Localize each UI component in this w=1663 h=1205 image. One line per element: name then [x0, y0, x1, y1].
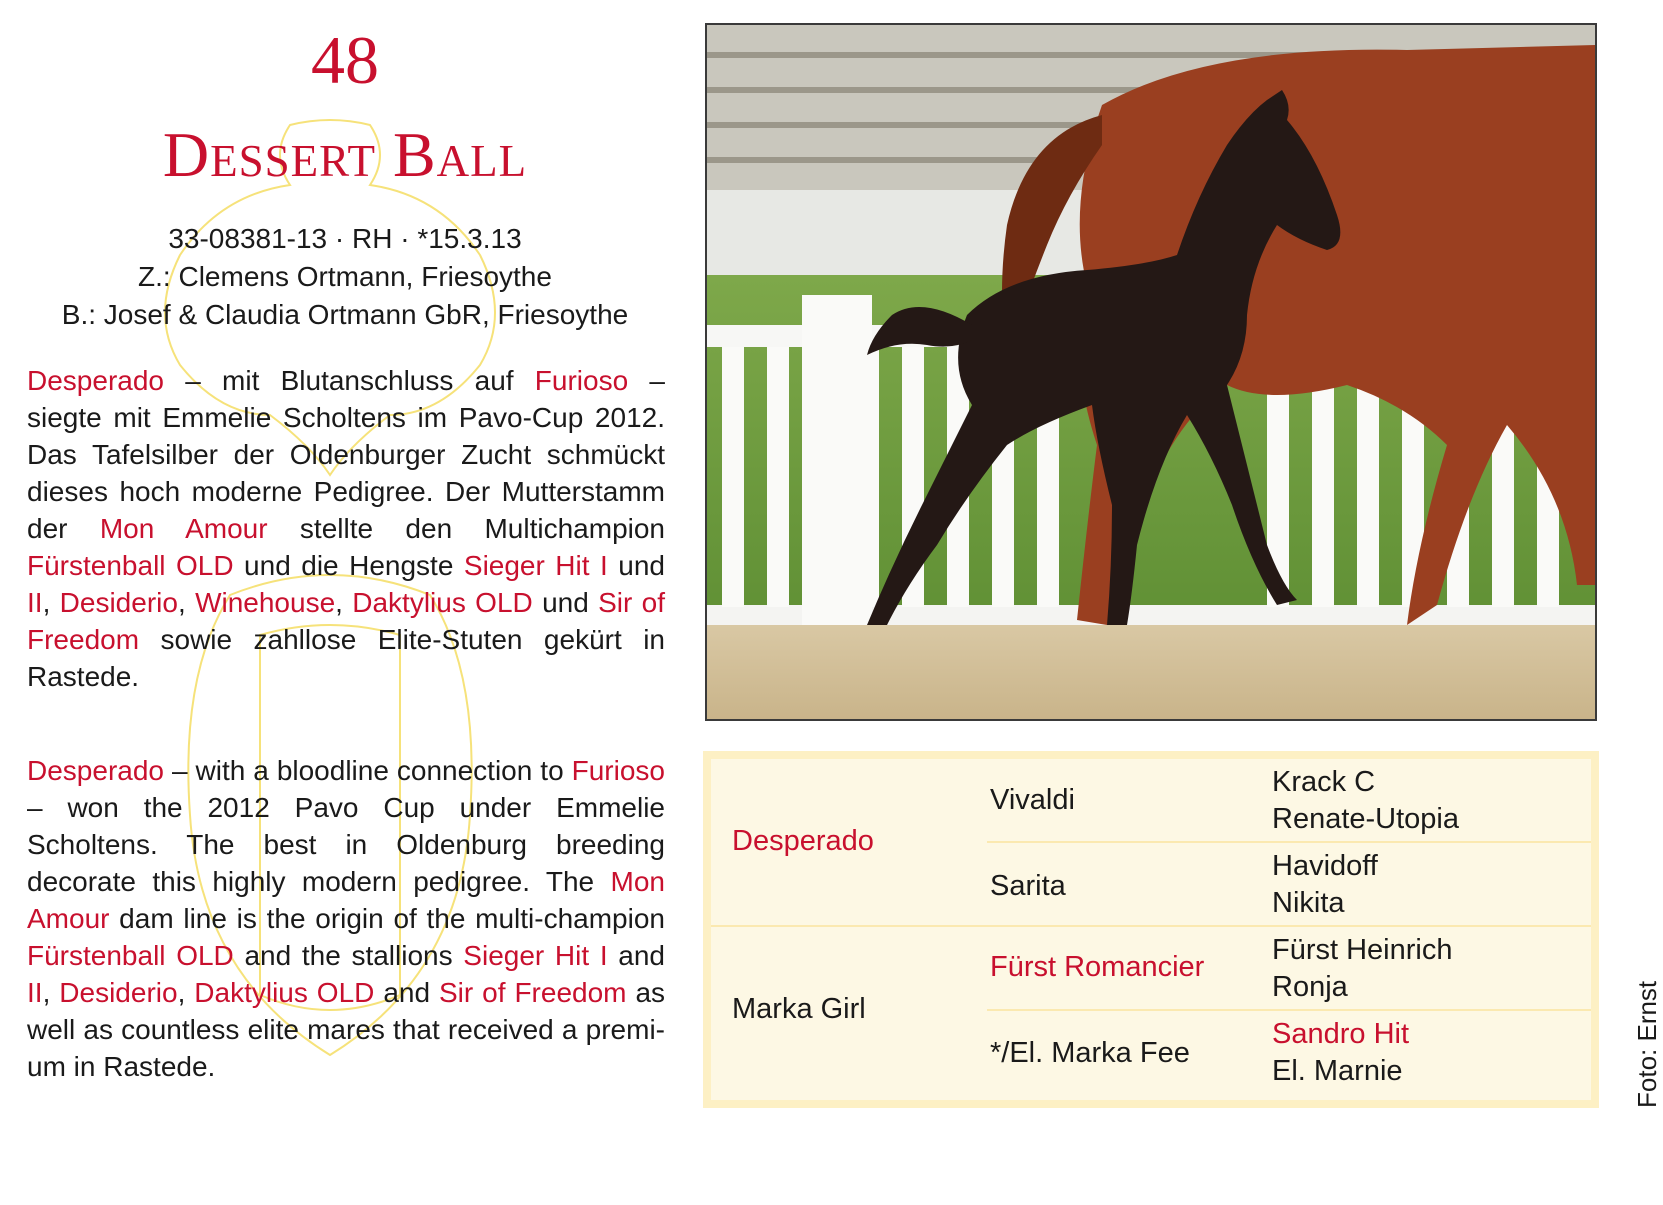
text-horse-name: Mon Amour: [99, 513, 268, 544]
horse-name: Dessert Ball: [162, 119, 528, 190]
text-fragment: and: [607, 940, 665, 971]
text-fragment: – mit Blutanschluss auf: [163, 365, 535, 396]
text-horse-name: Daktylius OLD: [352, 587, 533, 618]
text-horse-name: Winehouse: [195, 587, 336, 618]
photo-credit: Foto: Ernst: [1632, 980, 1662, 1108]
text-fragment: und die Hengste: [233, 550, 464, 581]
pedigree-g3-8: El. Marnie: [1272, 1055, 1403, 1087]
text-fragment: sowie zahllose Elite-Stuten gekürt in Rastede.: [27, 624, 665, 692]
pedigree-g3-1: Krack C: [1272, 766, 1376, 798]
text-fragment: as well as countless elite mares that received a premium in Rastede.: [27, 977, 666, 1082]
pedigree-g3-6: Ronja: [1272, 971, 1348, 1003]
pedigree-g3-5: Fürst Heinrich: [1272, 934, 1453, 966]
text-horse-name: Sir of Freedom: [439, 977, 627, 1008]
text-fragment: ,: [42, 587, 60, 618]
text-horse-name: Fürstenball OLD: [27, 550, 234, 581]
pedigree-table: [703, 751, 1599, 1108]
divider: [987, 1009, 1591, 1011]
pedigree-dam-sire: Fürst Romancier: [990, 951, 1205, 983]
pedigree-dam-dam: */El. Marka Fee: [990, 1037, 1190, 1069]
lot-number: 48: [311, 22, 379, 98]
text-horse-name: Sieger Hit I: [463, 940, 608, 971]
pedigree-g3-4: Nikita: [1272, 887, 1345, 919]
text-fragment: ,: [177, 977, 195, 1008]
text-fragment: and: [374, 977, 439, 1008]
text-horse-name: Furioso: [571, 755, 665, 786]
foal-photo: [705, 23, 1597, 721]
pedigree-g3-7: Sandro Hit: [1272, 1018, 1410, 1050]
text-fragment: dam line is the origin of the multi-champion: [109, 903, 665, 934]
text-horse-name: II: [27, 587, 43, 618]
text-fragment: – won the 2012 Pavo Cup under Emmelie Scholtens. The best in Oldenburg breeding decorate this highly modern pedigree. The: [27, 792, 665, 897]
text-fragment: und: [532, 587, 599, 618]
text-horse-name: Fürstenball OLD: [27, 940, 234, 971]
text-fragment: ,: [177, 587, 196, 618]
text-fragment: – siegte mit Emmelie Scholtens im Pavo-Cup 2012. Das Tafelsilber der Oldenburger Zucht schmückt dieses hoch moderne Pedigree. Der Mutterstamm der: [27, 365, 665, 544]
text-horse-name: Desiderio: [59, 977, 178, 1008]
text-fragment: stellte den Multichampion: [267, 513, 666, 544]
horse-info: [0, 220, 690, 334]
text-fragment: ,: [42, 977, 60, 1008]
text-horse-name: Furioso: [534, 365, 629, 396]
text-horse-name: II: [27, 977, 43, 1008]
text-horse-name: Sieger Hit I: [463, 550, 608, 581]
text-horse-name: Mon Amour: [27, 866, 665, 934]
pedigree-dam: Marka Girl: [732, 993, 866, 1025]
text-horse-name: Sir of Freedom: [27, 587, 666, 655]
description-german: [27, 362, 665, 695]
text-fragment: ,: [335, 587, 353, 618]
breeder-line: Z.: Clemens Ortmann, Friesoythe: [138, 261, 552, 292]
text-fragment: – with a bloodline connection to: [163, 755, 572, 786]
text-fragment: und: [607, 550, 665, 581]
text-horse-name: Daktylius OLD: [194, 977, 375, 1008]
pedigree-g3-2: Renate-Utopia: [1272, 803, 1459, 835]
pedigree-g3-3: Havidoff: [1272, 850, 1378, 882]
divider: [711, 925, 1591, 927]
pedigree-sire-sire: Vivaldi: [990, 784, 1075, 816]
text-horse-name: Desiderio: [59, 587, 178, 618]
text-fragment: and the stallions: [233, 940, 464, 971]
text-sire-name: Desperado: [27, 755, 164, 786]
registration-line: 33-08381-13 · RH · *15.3.13: [168, 223, 522, 254]
divider: [987, 841, 1591, 843]
description-english: [27, 752, 665, 1085]
pedigree-sire: Desperado: [732, 825, 874, 857]
pedigree-sire-dam: Sarita: [990, 870, 1066, 902]
owner-line: B.: Josef & Claudia Ortmann GbR, Friesoythe: [61, 299, 629, 330]
text-sire-name: Desperado: [27, 365, 164, 396]
